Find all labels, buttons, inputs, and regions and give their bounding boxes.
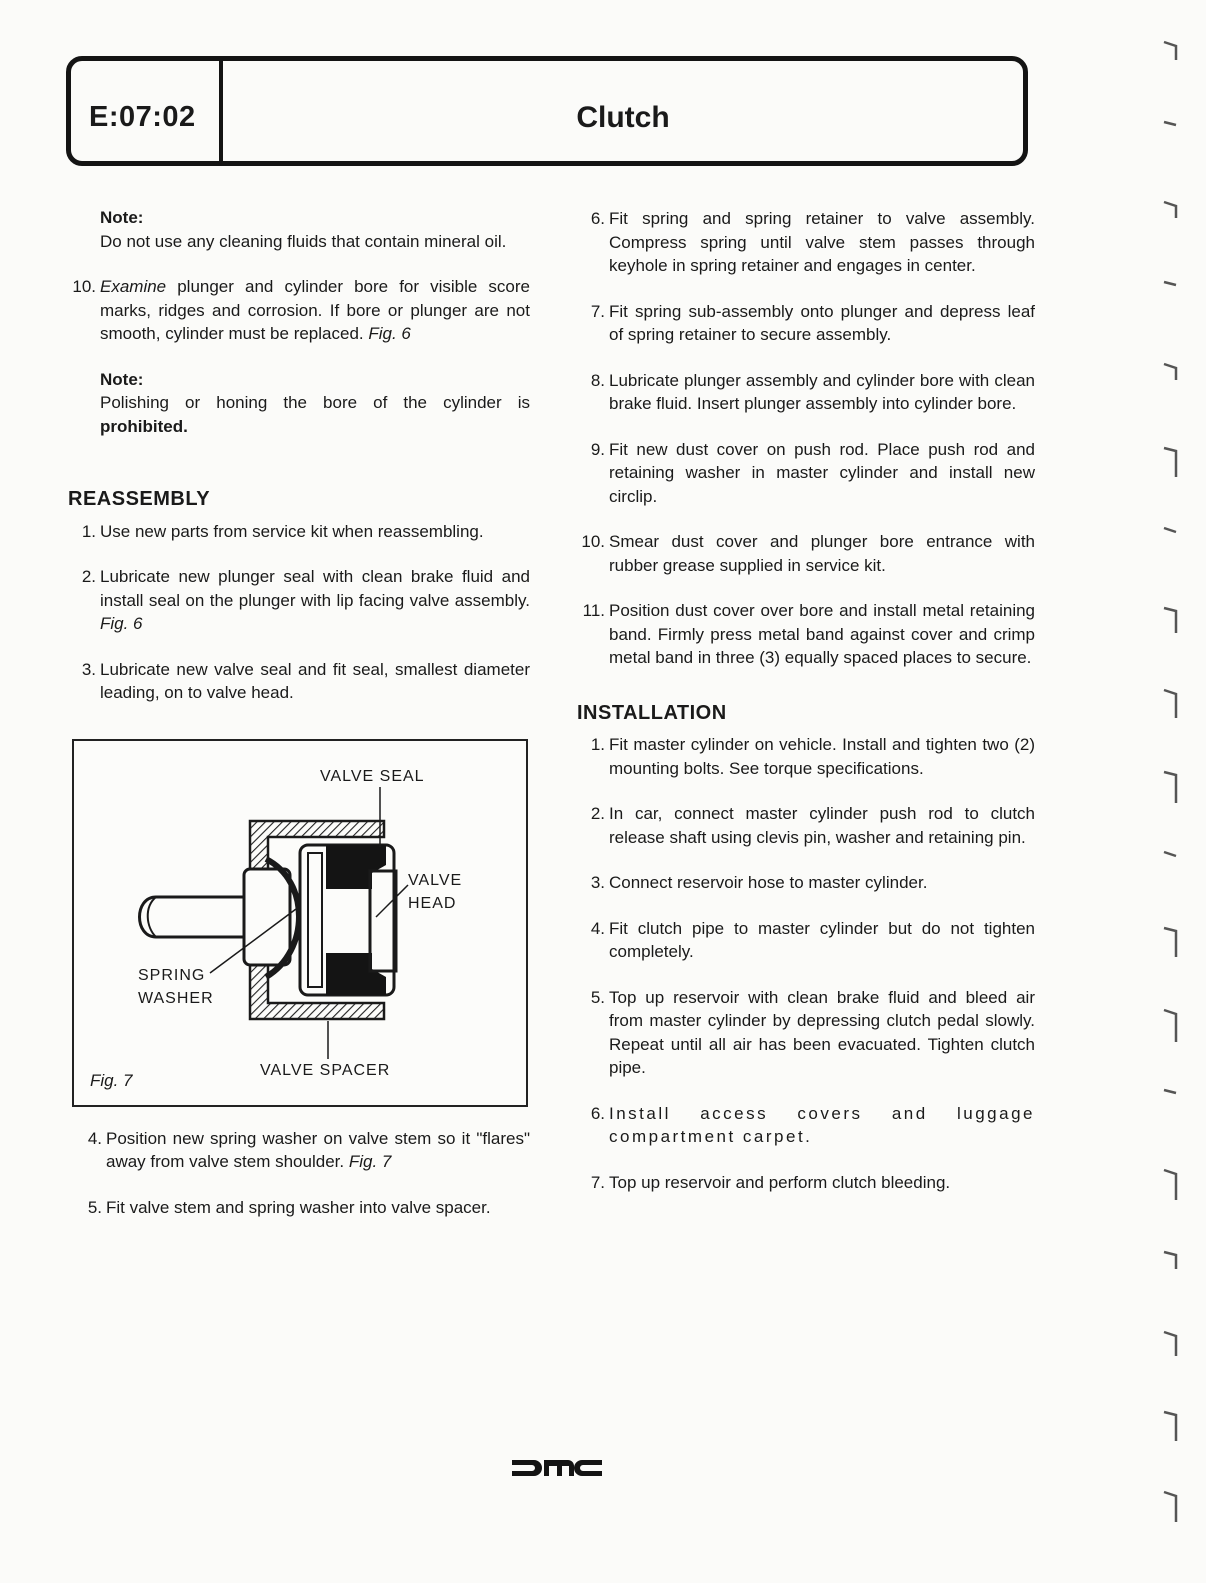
label-spring: SPRING [138, 966, 206, 984]
tab-mark [1164, 852, 1176, 856]
step-number: 4. [590, 918, 605, 938]
dmc-logo [512, 1458, 602, 1478]
note-title: Note: [100, 208, 144, 227]
note-honing [100, 368, 530, 439]
tab-mark [1164, 42, 1176, 60]
list-item [577, 1171, 1035, 1195]
step-body: Lubricate new plunger seal with clean brake fluid and install seal on the plunger with lip facing valve assembly. [100, 567, 530, 610]
step-text: Smear dust cover and plunger bore entrance with rubber grease supplied in service kit. [609, 532, 1035, 575]
tab-mark [1164, 1492, 1176, 1522]
step-number: 2. [81, 567, 96, 586]
step-text [106, 1127, 530, 1174]
tab-mark [1164, 528, 1176, 532]
label-washer: WASHER [138, 989, 214, 1007]
step-text: Connect reservoir hose to master cylinder. [609, 873, 928, 892]
list-item [577, 599, 1035, 670]
binder-tab-marks [1150, 30, 1190, 1550]
valve-head-flange [308, 853, 322, 987]
figure-7-valve-assembly [72, 739, 528, 1107]
label-valve-spacer: VALVE SPACER [260, 1061, 391, 1079]
list-item [577, 986, 1035, 1080]
list-item [577, 530, 1035, 577]
label-valve: VALVE [408, 871, 463, 889]
list-item [577, 438, 1035, 509]
figure-reference: Fig. 6 [100, 614, 143, 633]
tab-mark [1164, 122, 1176, 125]
step-text: Fit clutch pipe to master cylinder but do not tighten completely. [609, 918, 1035, 961]
step-number: 9. [590, 439, 605, 459]
step-text: Fit master cylinder on vehicle. Install and tighten two (2) mounting bolts. See torque specifications. [609, 735, 1035, 778]
stem-shoulder [244, 869, 290, 965]
tab-mark [1164, 1252, 1176, 1269]
figure-reference: Fig. 7 [348, 1152, 392, 1171]
list-item [68, 658, 530, 705]
step-body: plunger and cylinder bore for visible score marks, ridges and corrosion. If bore or plunger are not smooth, cylinder must be replaced. [100, 277, 530, 343]
tab-mark [1164, 202, 1176, 218]
step-number: 7. [590, 301, 605, 321]
tab-mark [1164, 690, 1176, 718]
reassembly-heading: REASSEMBLY [68, 488, 211, 510]
tab-mark [1164, 282, 1176, 285]
note-body: Do not use any cleaning fluids that contain mineral oil. [100, 231, 507, 251]
tab-mark [1164, 1010, 1176, 1042]
step-number: 1. [590, 735, 605, 754]
step-number: 5. [590, 987, 605, 1007]
tab-mark [1164, 1332, 1176, 1356]
step-number: 4. [87, 1128, 102, 1148]
step-body: Position new spring washer on valve stem so it "flares" away from valve stem shoulder. [106, 1128, 530, 1171]
valve-stem-end [148, 897, 156, 937]
step-text: Lubricate plunger assembly and cylinder bore with clean brake fluid. Insert plunger assembly into cylinder bore. [609, 370, 1035, 413]
logo-letter-d [512, 1460, 542, 1476]
label-valve-seal: VALVE SEAL [320, 767, 425, 785]
step-number: 8. [590, 370, 605, 390]
step-number: 3. [81, 659, 96, 679]
step-text: Top up reservoir and perform clutch bleeding. [609, 1172, 951, 1192]
list-item [577, 802, 1035, 849]
note-text: Polishing or honing the bore of the cylinder is [100, 393, 530, 412]
list-item [577, 369, 1035, 416]
step-number: 11. [582, 601, 605, 620]
step-number: 3. [590, 873, 605, 892]
step-text: Use new parts from service kit when reassembling. [100, 521, 484, 541]
step-number: 2. [590, 804, 605, 823]
logo-letter-c [574, 1460, 602, 1476]
tab-mark [1164, 772, 1176, 803]
step-text: Fit new dust cover on push rod. Place push rod and retaining washer in master cylinder and install new circlip. [609, 439, 1035, 506]
step-number: 7. [590, 1172, 605, 1192]
step-number: 10. [581, 532, 605, 551]
list-item [577, 917, 1035, 964]
step-text [100, 275, 530, 346]
figure-caption: Fig. 7 [90, 1071, 133, 1090]
step-text: In car, connect master cylinder push rod to clutch release shaft using clevis pin, washer and retaining pin. [609, 804, 1035, 847]
tab-mark [1164, 364, 1176, 380]
step-number: 6. [590, 209, 605, 228]
list-item [577, 1102, 1035, 1149]
step-number: 10. [72, 277, 96, 296]
step-text: Fit valve stem and spring washer into valve spacer. [106, 1197, 491, 1217]
step-text: Fit spring and spring retainer to valve assembly. Compress spring until valve stem passes through keyhole in spring retainer and engages in center. [609, 209, 1035, 275]
list-item [68, 565, 530, 636]
list-item [577, 207, 1035, 278]
valve-assembly-drawing [74, 741, 526, 1105]
list-item [577, 871, 1035, 895]
note-title: Note: [100, 369, 144, 389]
step-text: Fit spring sub-assembly onto plunger and depress leaf of spring retainer to secure assembly. [609, 301, 1035, 344]
tab-mark [1164, 1170, 1176, 1200]
step-text [100, 565, 530, 636]
note-cleaning-fluids [100, 206, 530, 253]
step-verb: Examine [100, 277, 167, 296]
section-code: E:07:02 [89, 101, 196, 133]
tab-mark [1164, 928, 1176, 957]
label-head: HEAD [408, 894, 457, 912]
list-item [74, 1127, 530, 1174]
step-text: Lubricate new valve seal and fit seal, smallest diameter leading, on to valve head. [100, 659, 530, 702]
step-number: 1. [81, 521, 96, 541]
step-number: 6. [590, 1103, 605, 1123]
note-body [100, 391, 530, 438]
tab-mark [1164, 608, 1176, 633]
step-number: 5. [87, 1197, 102, 1217]
note-emphasis: prohibited. [100, 416, 188, 436]
list-item [577, 733, 1035, 780]
left-column [68, 206, 530, 1241]
section-header [66, 56, 1028, 166]
tab-mark [1164, 448, 1176, 477]
list-item [68, 520, 530, 544]
list-item [577, 300, 1035, 347]
section-title: Clutch [576, 101, 670, 134]
step-text: Install access covers and luggage compartment carpet. [609, 1103, 1035, 1146]
installation-heading: INSTALLATION [577, 701, 727, 724]
logo-letter-m [544, 1460, 574, 1476]
list-item [74, 1196, 530, 1220]
tab-mark [1164, 1412, 1176, 1441]
step-text: Position dust cover over bore and install metal retaining band. Firmly press metal band against cover and crimp metal band in three (3) equally spaced places to secure. [609, 601, 1035, 667]
figure-reference: Fig. 6 [368, 324, 411, 343]
step-text: Top up reservoir with clean brake fluid and bleed air from master cylinder by depressing clutch pedal slowly. Repeat until all air has been evacuated. Tighten clutch pipe. [609, 987, 1035, 1077]
tab-mark [1164, 1090, 1176, 1093]
step-10-examine [68, 275, 530, 346]
right-column [577, 207, 1035, 1216]
valve-stem [140, 897, 247, 937]
